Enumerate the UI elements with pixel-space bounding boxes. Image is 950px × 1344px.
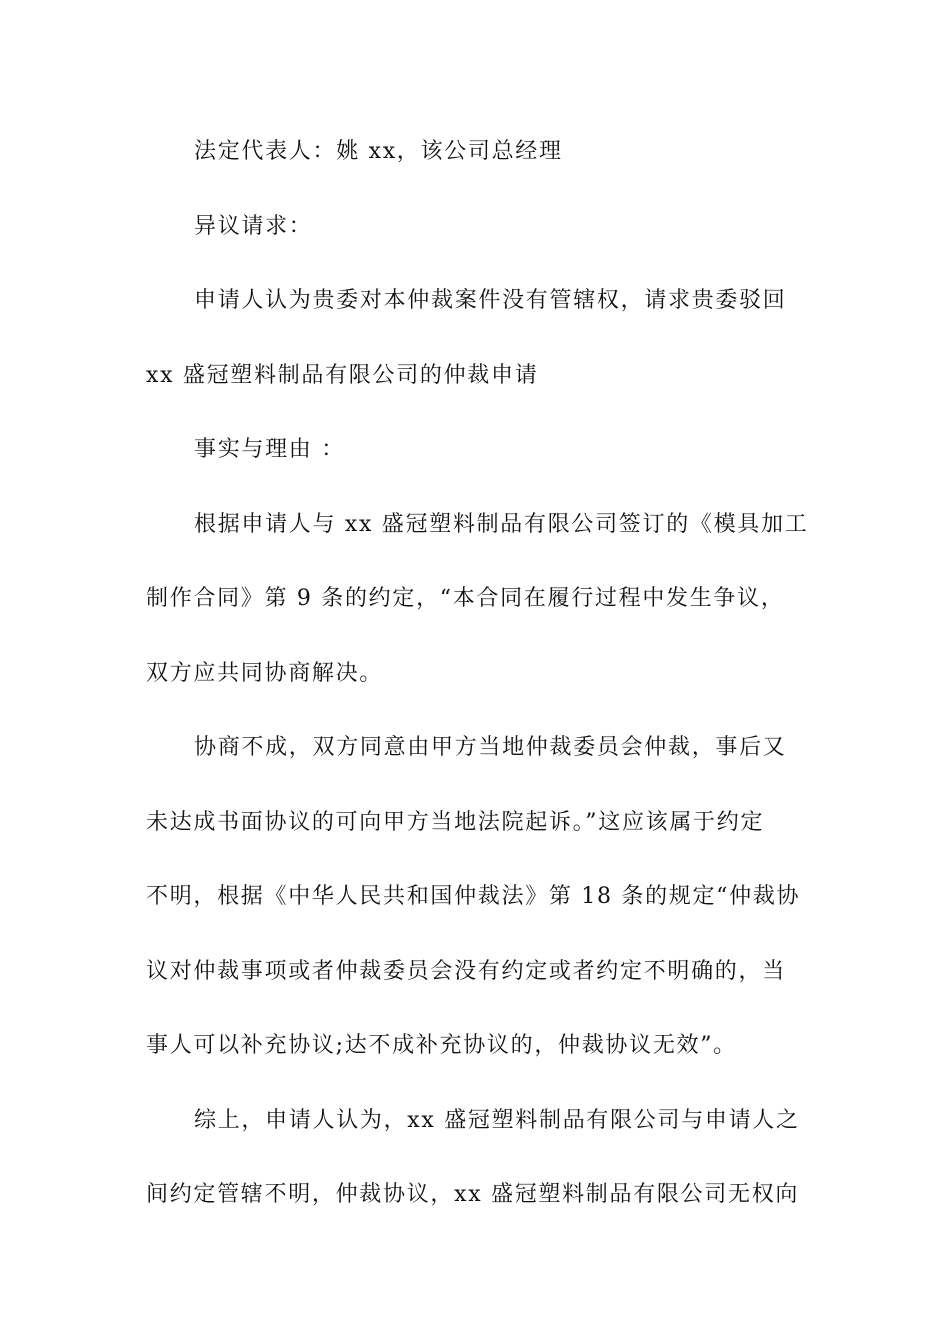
facts-reasons-heading: 事实与理由 ：: [194, 437, 345, 462]
negotiation-paragraph-line: 未达成书面协议的可向甲方当地法院起诉。”这应该属于约定: [146, 809, 765, 835]
conclusion-paragraph-line: 间约定管辖不明，仲裁协议，xx 盛冠塑料制品有限公司无权向: [146, 1182, 800, 1207]
negotiation-paragraph-line: 议对仲裁事项或者仲裁委员会没有约定或者约定不明确的，当: [146, 958, 786, 984]
negotiation-paragraph-line: 事人可以补充协议;达不成补充协议的，仲裁协议无效”。: [146, 1033, 737, 1058]
conclusion-paragraph-line: 综上，申请人认为，xx 盛冠塑料制品有限公司与申请人之: [194, 1107, 800, 1133]
negotiation-paragraph-line: 不明，根据《中华人民共和国仲裁法》第 18 条的规定“仲裁协: [146, 884, 801, 909]
document-body: [146, 133, 809, 1251]
legal-representative-line: 法定代表人：姚 xx，该公司总经理: [194, 139, 563, 164]
negotiation-paragraph-line: 协商不成，双方同意由甲方当地仲裁委员会仲裁，事后又: [194, 735, 787, 760]
facts-paragraph-line: 制作合同》第 9 条的约定，“本合同在履行过程中发生争议，: [146, 586, 785, 611]
request-paragraph-line: 申请人认为贵委对本仲裁案件没有管辖权，请求贵委驳回: [194, 288, 787, 313]
objection-request-heading: 异议请求：: [194, 213, 313, 239]
facts-paragraph-line: 根据申请人与 xx 盛冠塑料制品有限公司签订的《模具加工: [194, 511, 809, 537]
request-paragraph-line: xx 盛冠塑料制品有限公司的仲裁申请: [146, 362, 539, 388]
facts-paragraph-line: 双方应共同协商解决。: [146, 660, 384, 686]
